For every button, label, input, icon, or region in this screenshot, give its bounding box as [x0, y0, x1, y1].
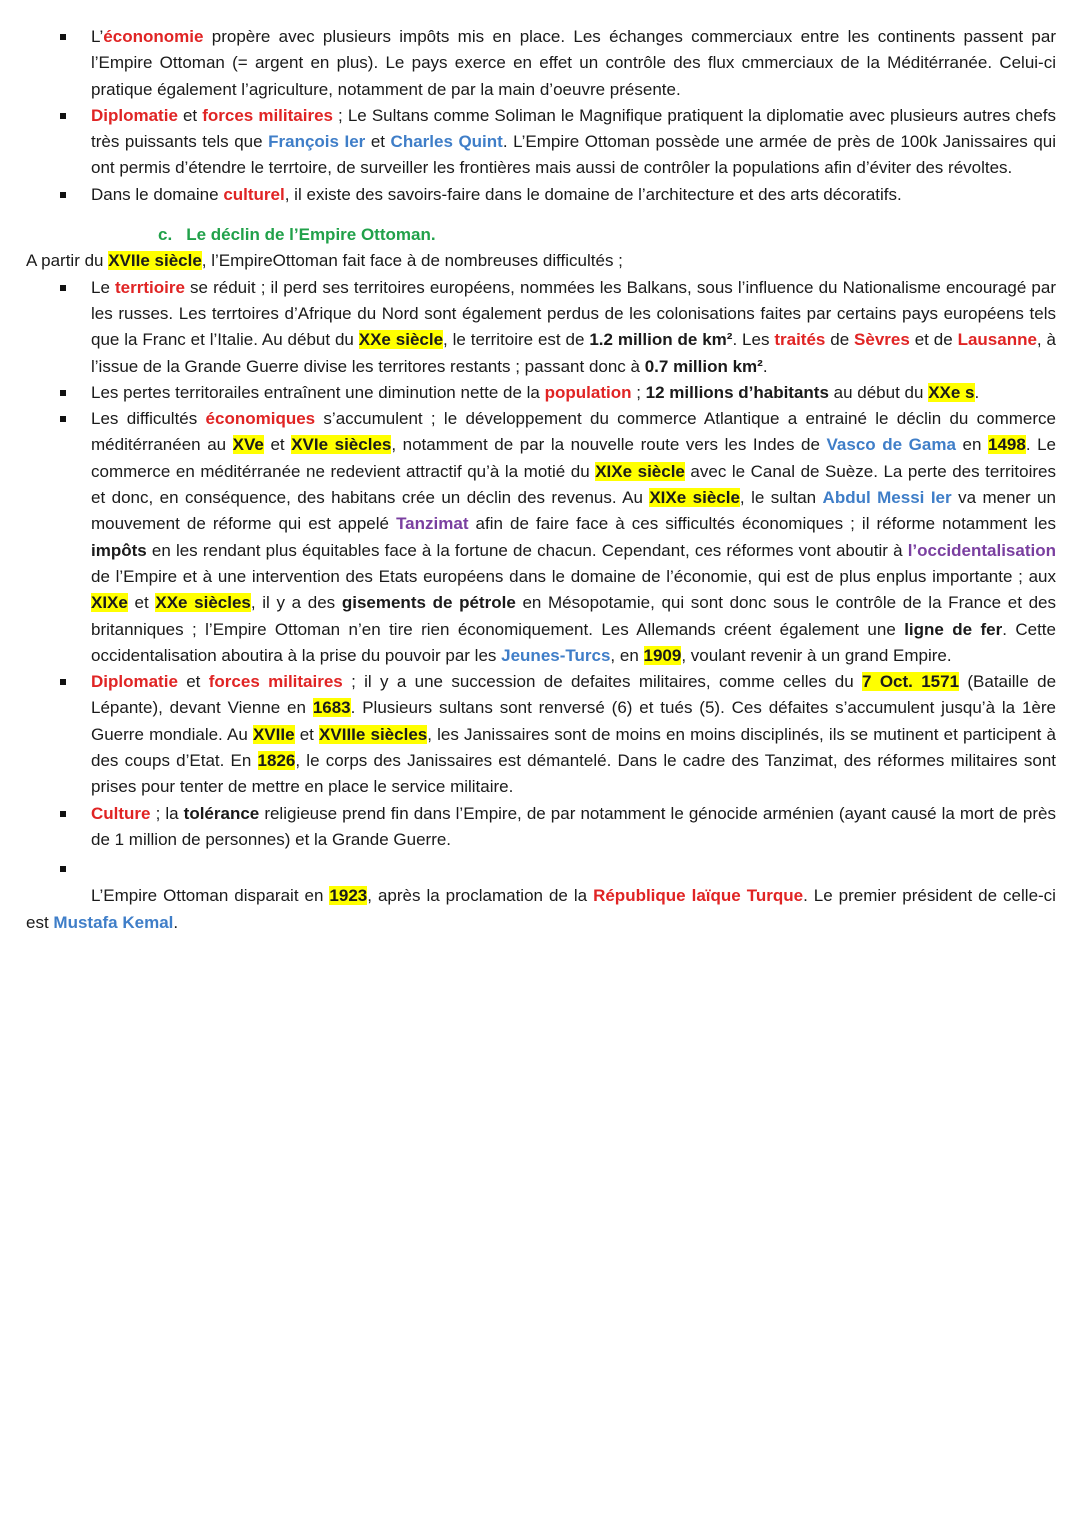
text-run: , le corps des Janissaires est démantelé. Dans le cadre des Tanzimat, des réformes militaires sont prises pour tenter de mettre en place le service militaire. [91, 751, 1057, 797]
bold-figure: tolérance [183, 803, 260, 823]
text-run: et [177, 105, 203, 125]
keyword-red: culturel [223, 184, 285, 204]
text-run: Les difficultés [91, 409, 206, 429]
text-run: propère avec plusieurs impôts mis en place. Les échanges commerciaux entre les continents passent par l’Empire Ottoman (= argent en plus). Le pays exerce en effet un contrôle des flux cmmerciaux de la Méditérranée. Celui-ci pratique également l’agriculture, notamment de par la main d’oeuvre présente. [91, 27, 1056, 99]
highlight-date: XXe siècles [155, 593, 251, 613]
text-run: . Plusieurs sultans sont renversé (6) et tués (5). Ces défaites s’accumulent jusqu’à la 1ère Guerre mondiale. Au [91, 698, 1056, 744]
keyword-red: terrtioire [115, 277, 185, 297]
text-run: religieuse prend fin dans l’Empire, de par notamment le génocide arménien (ayant causé la mort de près de 1 million de personnes) et la Grande Guerre. [91, 803, 1056, 849]
bold-figure: 1.2 million de km² [589, 330, 733, 350]
text-run: L’Empire Ottoman disparait en [91, 886, 330, 906]
keyword-red: Lausanne [957, 330, 1037, 350]
bullet-economiques [26, 406, 1056, 669]
text-run: , en [610, 645, 644, 665]
keyword-red: Sèvres [854, 330, 910, 350]
highlight-date: XVe [232, 435, 264, 455]
text-run: ; la [150, 803, 184, 823]
text-run: va mener un mouvement de réforme qui est appelé [91, 488, 1056, 534]
highlight-date: 1923 [329, 886, 368, 906]
name-blue: Mustafa Kemal [53, 912, 174, 932]
highlight-date: 1909 [643, 645, 682, 665]
highlight-date: XVIe siècles [291, 435, 392, 455]
text-run: , après la proclamation de la [367, 886, 594, 906]
keyword-red: écononomie [103, 27, 204, 46]
text-run: . L’Empire Ottoman possède une armée de près de 100k Janissaires qui ont permis d’étendre le terrtoire, de surveiller les frontières mais aussi de contrôler la populations afin d’éviter des révoltes. [91, 132, 1057, 178]
term-purple: Tanzimat [396, 514, 469, 534]
highlight-date: XXe s [928, 382, 975, 402]
bold-figure: gisements de pétrole [341, 593, 516, 613]
text-run: et de [909, 330, 958, 350]
text-run: afin de faire face à ces sifficultés économiques ; il réforme notamment les [468, 514, 1056, 534]
name-blue: François Ier [268, 132, 366, 152]
highlight-date: 1498 [987, 435, 1026, 455]
text-run: ; il y a une succession de defaites militaires, comme celles du [342, 672, 863, 692]
bold-figure: 12 millions d’habitants [645, 382, 829, 402]
text-run: et [127, 593, 156, 613]
keyword-red: économiques [205, 409, 316, 429]
text-run: et [365, 132, 391, 152]
keyword-red: République laïque Turque [593, 886, 804, 906]
text-run: , l’EmpireOttoman fait face à de nombreuses difficultés ; [201, 251, 623, 271]
text-run: . [762, 356, 768, 376]
intro-paragraph [26, 248, 1056, 274]
text-run: . Le commerce en méditérranée ne redevient attractif qu’à la motié du [91, 435, 1057, 481]
bullet-economie [26, 24, 1056, 103]
section-title: Le déclin de l’Empire Ottoman. [186, 225, 436, 245]
text-run: L’ [91, 27, 104, 46]
text-run: se réduit ; il perd ses territoires européens, nommées les Balkans, sous l’influence du Nationalisme encouragé par les russes. Les terrtoires d’Afrique du Nord sont également perdus de les colonisations faites par certains pays européens tels que la Franc et l’Italie. Au début du [91, 277, 1056, 350]
term-purple: l’occidentalisation [907, 540, 1056, 560]
text-run: , à l’issue de la Grande Guerre divise les territores restants ; passant donc à [91, 330, 1056, 376]
text-run: A partir du [26, 251, 109, 271]
text-run: Dans le domaine [91, 184, 224, 204]
text-run: , le sultan [739, 488, 823, 508]
text-run: et [177, 672, 209, 692]
bullet-culture-decline [26, 801, 1056, 854]
highlight-date: XIXe siècle [595, 461, 685, 481]
text-run: , voulant revenir à un grand Empire. [681, 645, 952, 665]
name-blue: Jeunes-Turcs [501, 645, 611, 665]
text-run: s’accumulent ; le développement du commerce Atlantique a entrainé le déclin du commerce méditérranéen au [91, 409, 1056, 455]
keyword-red: forces militaires [208, 672, 343, 692]
conclusion-paragraph [26, 883, 1056, 936]
text-run: . [974, 382, 980, 402]
bold-figure: 0.7 million km² [644, 356, 763, 376]
keyword-red: Culture [91, 803, 151, 823]
text-run: en Mésopotamie, qui sont donc sous le contrôle de la France et des britanniques ; l’Empire Ottoman n’en tire rien économiquement. Les Allemands créent également une [91, 593, 1056, 639]
text-run: , le territoire est de [443, 330, 590, 350]
keyword-red: traités [774, 330, 826, 350]
bullet-empty [26, 856, 1056, 882]
text-run: Les pertes territorailes entraînent une diminution nette de la [91, 382, 545, 402]
bullet-diplomatie [26, 103, 1056, 182]
text-run: . Les [732, 330, 775, 350]
text-run: et [294, 724, 320, 744]
text-run: et [263, 435, 292, 455]
highlight-date: 7 Oct. 1571 [862, 672, 960, 692]
text-run: en les rendant plus équitables face à la fortune de chacun. Cependant, ces réformes vont aboutir à [146, 540, 908, 560]
highlight-date: XVIIIe siècles [319, 724, 428, 744]
bold-figure: ligne de fer [904, 619, 1003, 639]
bullet-list-empire-strengths [26, 24, 1056, 208]
name-blue: Vasco de Gama [826, 435, 956, 455]
highlight-date: XIXe siècle [649, 488, 740, 508]
bullet-diplomatie-militaire [26, 669, 1056, 800]
bullet-list-decline [26, 275, 1056, 883]
section-heading-c [26, 222, 1056, 248]
text-run: en [955, 435, 988, 455]
text-run: , il y a des [250, 593, 342, 613]
bullet-territoire [26, 275, 1056, 380]
text-run: au début du [828, 382, 929, 402]
highlight-date: XXe siècle [358, 330, 444, 350]
keyword-red: Diplomatie [91, 672, 178, 692]
text-run: , notamment de par la nouvelle route vers les Indes de [391, 435, 827, 455]
text-run: Le [91, 277, 116, 297]
text-run: . Cette occidentalisation aboutira à la prise du pouvoir par les [91, 619, 1056, 665]
text-run: . Le premier président de celle-ci est [26, 886, 1056, 932]
keyword-red: forces militaires [202, 105, 333, 125]
text-run: de [825, 330, 855, 350]
bullet-population [26, 380, 1056, 406]
text-run: de l’Empire et à une intervention des Etats européens dans le domaine de l’économie, qui est de plus enplus importante ; aux [91, 566, 1056, 586]
name-blue: Abdul Messi Ier [822, 488, 952, 508]
highlight-date: XVIIe siècle [108, 251, 202, 271]
name-blue: Charles Quint [390, 132, 503, 152]
keyword-red: Diplomatie [91, 105, 178, 125]
keyword-red: population [544, 382, 632, 402]
text-run: . [173, 912, 179, 932]
document-body [26, 24, 1056, 936]
text-run: , les Janissaires sont de moins en moins disciplinés, ils se mutinent et participent à des coups d’Etat. En [91, 724, 1056, 771]
highlight-date: 1683 [312, 698, 351, 718]
highlight-date: 1826 [257, 751, 296, 771]
bullet-culture [26, 182, 1056, 208]
highlight-date: XIXe [91, 593, 128, 613]
text-run: ; [631, 382, 646, 402]
bold-figure: impôts [91, 540, 147, 560]
text-run: avec le Canal de Suèze. La perte des territoires et donc, en conséquence, des habitans crée un déclin des revenus. Au [91, 461, 1056, 508]
text-run: ; Le Sultans comme Soliman le Magnifique pratiquent la diplomatie avec plusieurs autres chefs très puissants tels que [91, 105, 1056, 152]
text-run: , il existe des savoirs-faire dans le domaine de l’architecture et des arts décoratifs. [284, 184, 902, 204]
text-run: (Bataille de Lépante), devant Vienne en [91, 672, 1057, 718]
highlight-date: XVIIe [252, 724, 295, 744]
section-number: c. [158, 225, 173, 245]
